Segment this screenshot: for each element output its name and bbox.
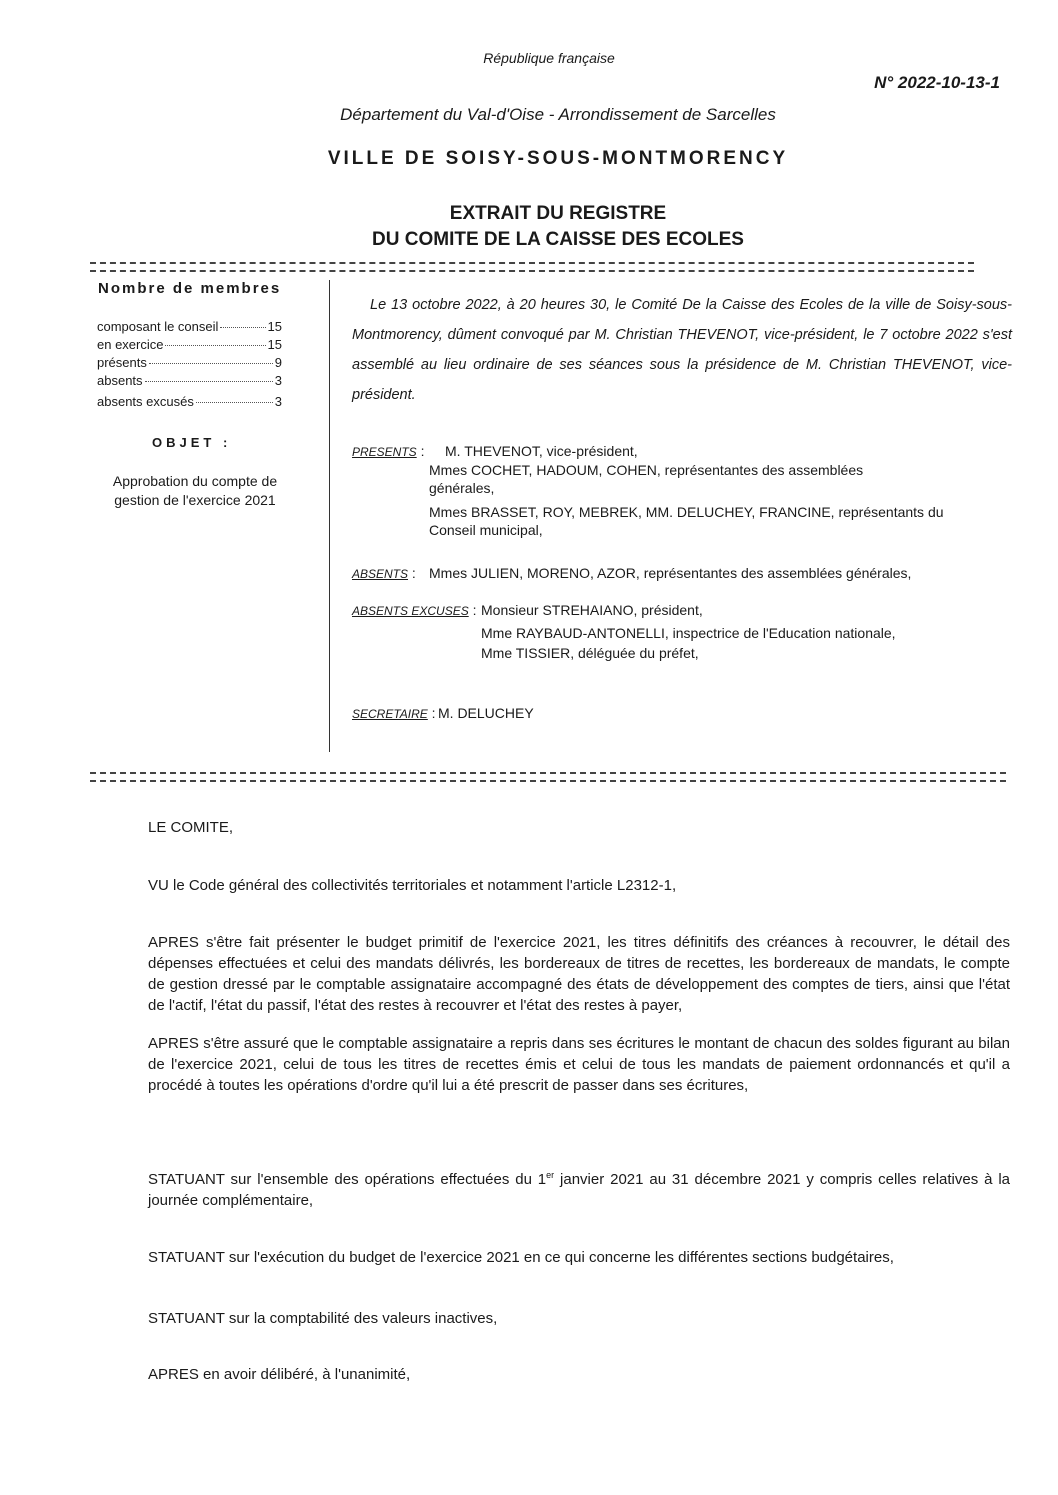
ville-title: VILLE DE SOISY-SOUS-MONTMORENCY (327, 148, 789, 169)
membres-row: en exercice 15 (97, 337, 282, 352)
excuses-line: Mme RAYBAUD-ANTONELLI, inspectrice de l'Education nationale, (481, 625, 896, 641)
membres-row: absents excusés 3 (97, 394, 282, 409)
apres-paragraph-2: APRES s'être assuré que le comptable assignataire a repris dans ses écritures le montant de chacun des soldes figurant au bilan de l'exercice 2021, celui de tous les titres de recettes émis et celui de tous les mandats de paiement ordonnancés et qu'il a procédé à toutes les opérations d'ordre qu'il lui a été prescrit de passer dans ses écritures, (148, 1035, 1010, 1094)
statuant-paragraph-1: STATUANT sur l'ensemble des opérations effectuées du 1er janvier 2021 au 31 décembre 2021 y compris celles relatives à la journée complémentaire, (148, 1170, 1010, 1209)
column-divider (329, 280, 330, 752)
excuses-line: Mme TISSIER, déléguée du préfet, (481, 645, 699, 661)
statuant-paragraph-2: STATUANT sur l'exécution du budget de l'exercice 2021 en ce qui concerne les différentes sections budgétaires, (148, 1249, 894, 1266)
presents-line: Mmes COCHET, HADOUM, COHEN, représentantes des assemblées (429, 462, 864, 478)
presents-label: PRESENTS : (352, 443, 425, 459)
excuses-label: ABSENTS EXCUSES : (352, 602, 477, 618)
departement-line: Département du Val-d'Oise - Arrondissement de Sarcelles (340, 105, 776, 124)
presents-line: générales, (429, 480, 495, 496)
membres-row: composant le conseil 15 (97, 319, 282, 334)
apres-paragraph-1: APRES s'être fait présenter le budget primitif de l'exercice 2021, les titres définitifs des créances à recouvrer, le détail des dépenses effectuées et celui des mandats délivrés, les bordereaux de titres de recettes, les bordereaux de mandats, le compte de gestion dressé par le comptable assignataire accompagné des états de développement des comptes de tiers, ainsi que l'état de l'actif, l'état du passif, l'état des restes à recouvrer et l'état des restes à payer, (148, 934, 1010, 1014)
extrait-title-line1: EXTRAIT DU REGISTRE (449, 203, 667, 224)
bottom-separator (90, 772, 1006, 782)
deliberation-number: N° 2022-10-13-1 (874, 73, 1000, 92)
membres-row: absents 3 (97, 373, 282, 388)
membres-row: présents 9 (97, 355, 282, 370)
absents-label: ABSENTS : (352, 565, 416, 581)
seance-intro: Le 13 octobre 2022, à 20 heures 30, le Comité De la Caisse des Ecoles de la ville de Soisy-sous-Montmorency, dûment convoqué par M. Christian THEVENOT, vice-président, le 7 octobre 2022 s'est assemblé au lieu ordinaire de ses séances sous la présidence de M. Christian THEVENOT, vice-président. (352, 297, 1012, 403)
extrait-title-line2: DU COMITE DE LA CAISSE DES ECOLES (372, 229, 744, 250)
objet-text: Approbation du compte de gestion de l'exercice 2021 (112, 473, 278, 508)
le-comite: LE COMITE, (148, 819, 234, 836)
absents-text: Mmes JULIEN, MORENO, AZOR, représentantes des assemblées générales, (429, 565, 912, 581)
membres-title: Nombre de membres (98, 280, 282, 297)
top-separator (90, 262, 974, 272)
secretaire-text: M. DELUCHEY (438, 705, 534, 721)
apres-paragraph-3: APRES en avoir délibéré, à l'unanimité, (148, 1366, 411, 1383)
objet-label: OBJET : (152, 435, 232, 450)
republique-francaise: République française (483, 50, 615, 66)
presents-line: Mmes BRASSET, ROY, MEBREK, MM. DELUCHEY, FRANCINE, représentants du (429, 504, 944, 520)
presents-line: M. THEVENOT, vice-président, (445, 443, 638, 459)
vu-paragraph: VU le Code général des collectivités territoriales et notamment l'article L2312-1, (148, 877, 677, 894)
presents-line: Conseil municipal, (429, 522, 543, 538)
secretaire-label: SECRETAIRE : (352, 705, 436, 721)
statuant-paragraph-3: STATUANT sur la comptabilité des valeurs inactives, (148, 1310, 498, 1327)
excuses-line: Monsieur STREHAIANO, président, (481, 602, 703, 618)
